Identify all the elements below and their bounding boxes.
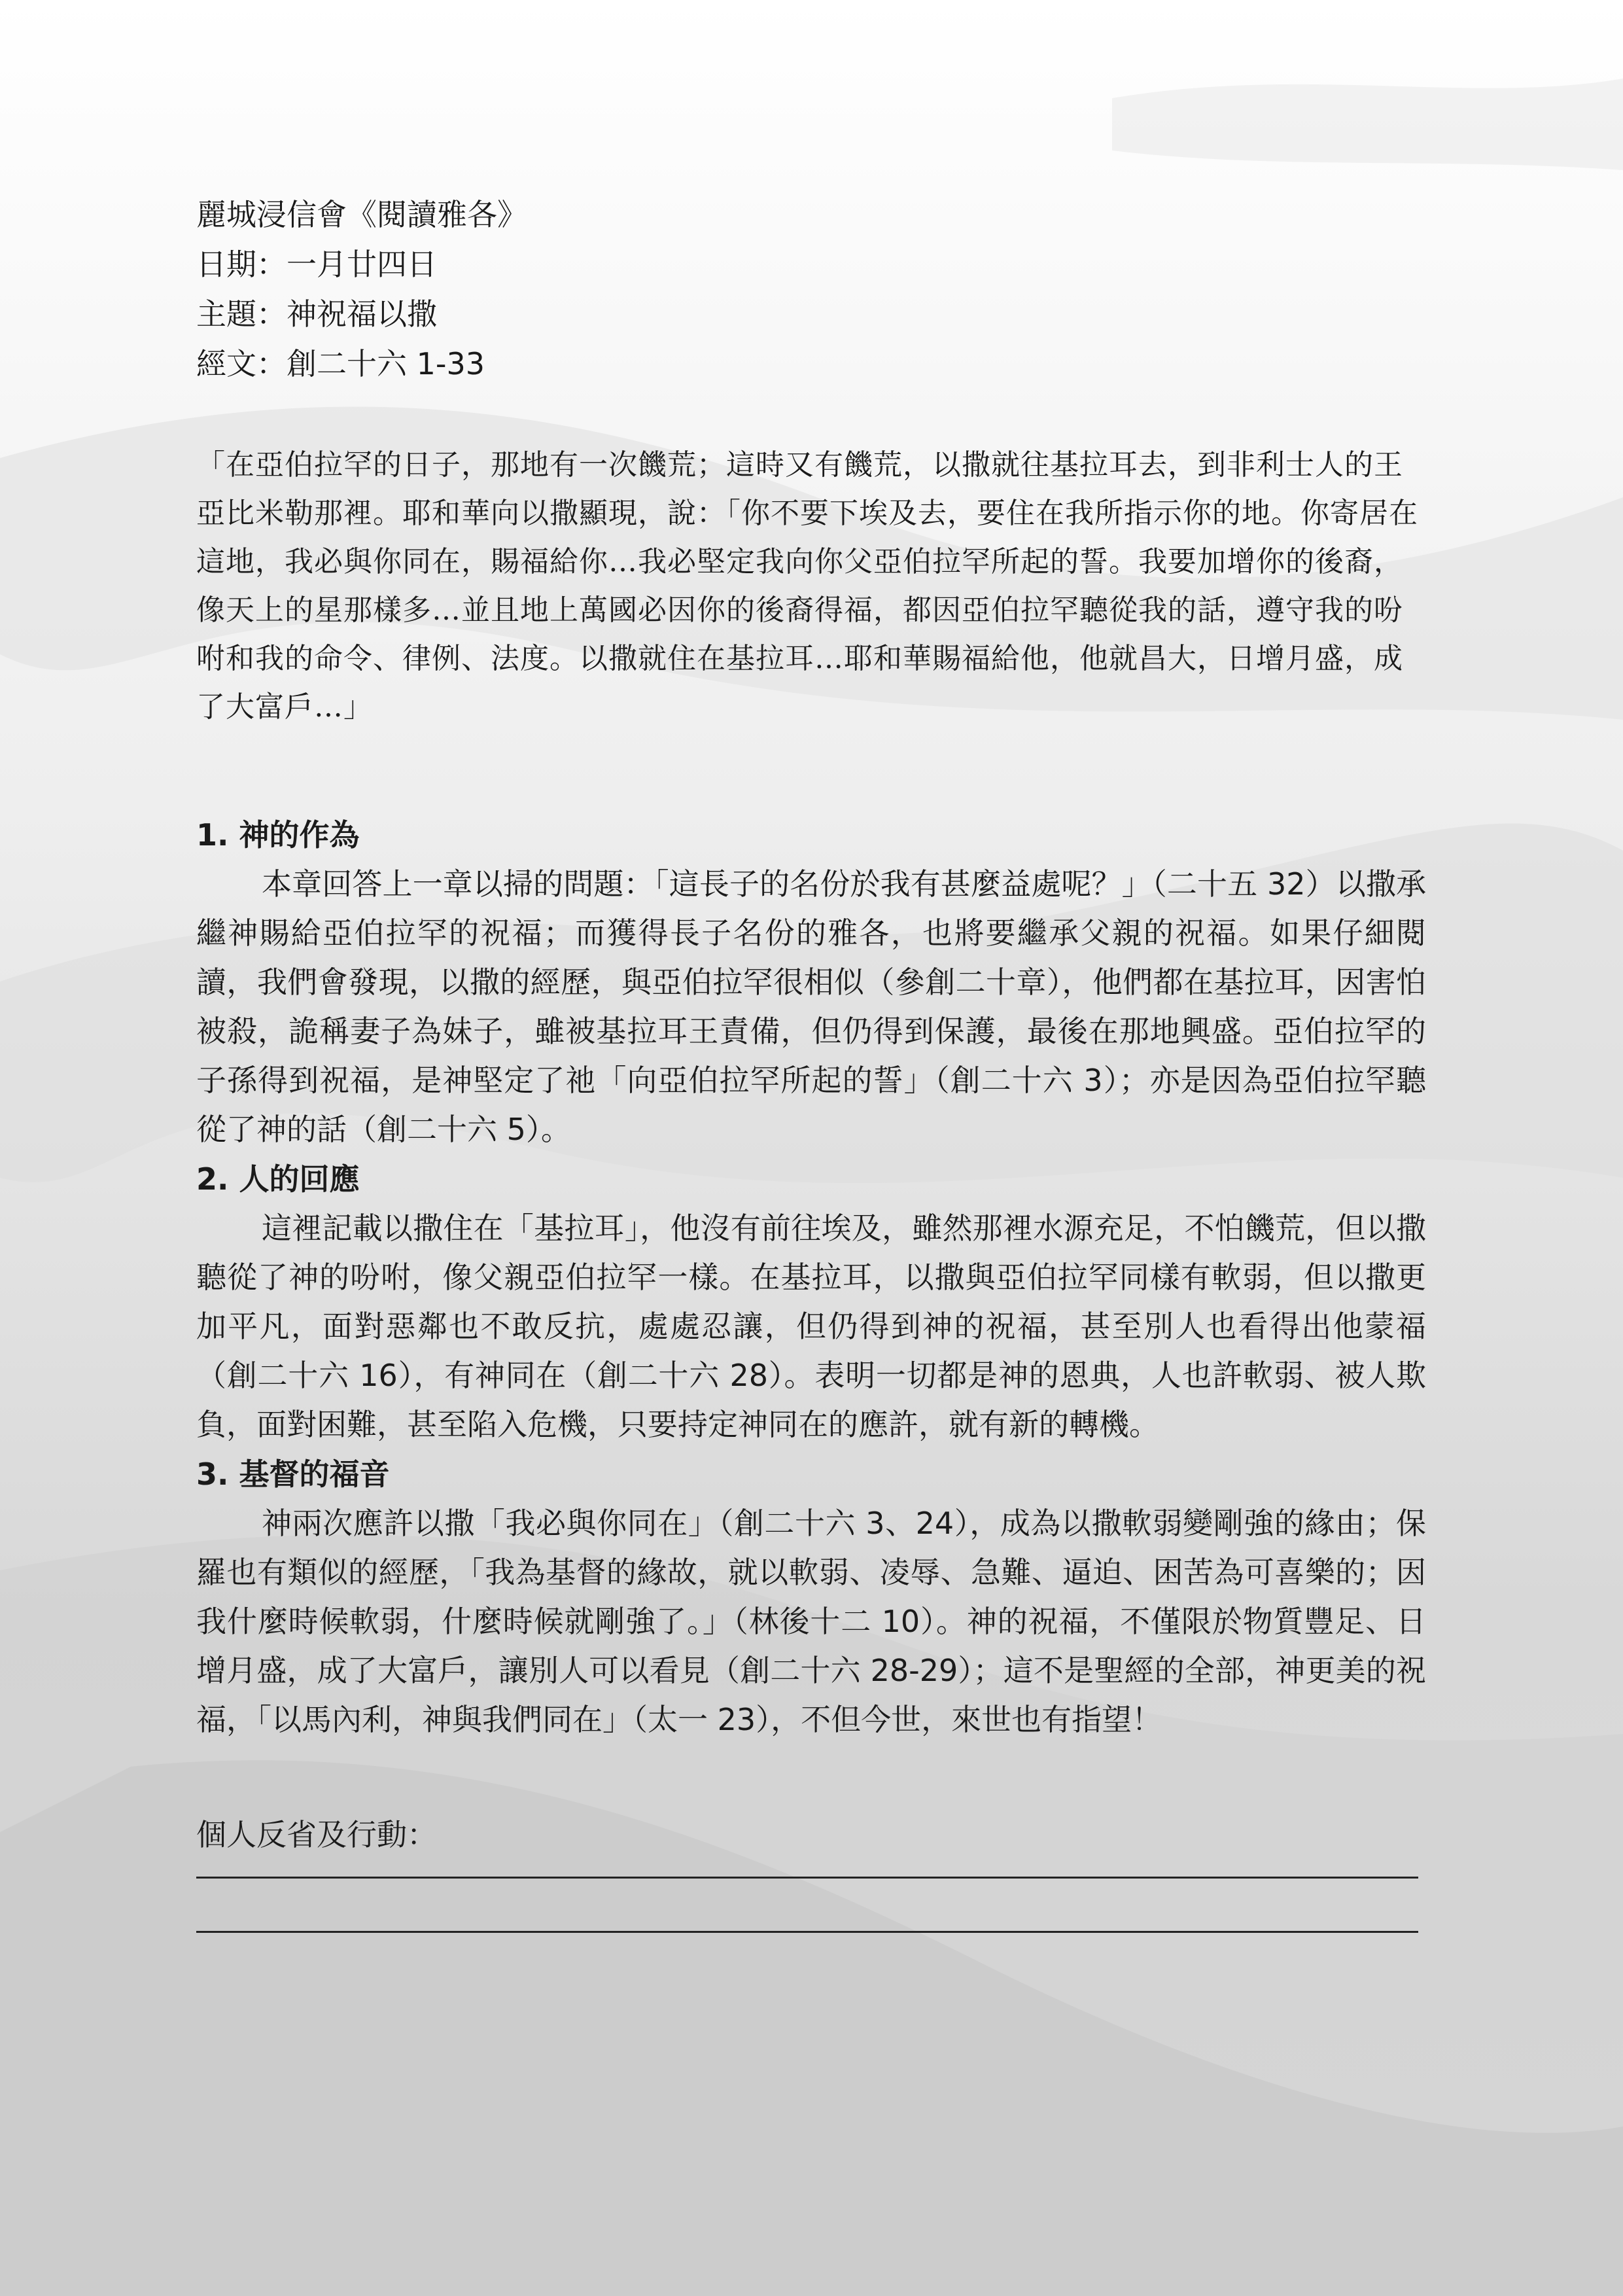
reflection-answer-line[interactable] [196,1877,1418,1879]
section-human-response [196,1154,1426,1449]
inline-quote: 「我為基督的緣故，就以軟弱、凌辱、急難、逼迫、困苦為可喜樂的；因我什麼時候軟弱，什麼時候就剛強了。」 [196,1555,1427,1639]
scripture-quote: 「在亞伯拉罕的日子，那地有一次饑荒；這時又有饑荒，以撒就往基拉耳去，到非利士人的王亞比米勒那裡。耶和華向以撒顯現，說：「你不要下埃及去，要住在我所指示你的地。你寄居在這地，我必與你同在，賜福給你…我必堅定我向你父亞伯拉罕所起的誓。我要加增你的後裔，像天上的星那樣多…並且地上萬國必因你的後裔得福，都因亞伯拉罕聽從我的話，遵守我的吩咐和我的命令、律例、法度。以撒就住在基拉耳…耶和華賜福給他，他就昌大，日增月盛，成了大富戶…」 [196,448,1418,724]
paragraph-text: （創二十六 3、24），成為以撒軟弱變剛強的緣由；保羅也有類似的經歷， [196,1506,1427,1590]
church-title: 麗城浸信會《閱讀雅各》 [196,197,527,232]
paragraph-text: 神兩次應許以撒 [262,1506,475,1541]
scripture-line: 經文：創二十六 1-33 [196,346,485,381]
section-gospel [196,1449,1426,1744]
section-gods-work [196,810,1426,1154]
date-line: 日期：一月廿四日 [196,247,437,282]
section-title: 2. 人的回應 [196,1161,360,1197]
reflection-label: 個人反省及行動： [196,1817,437,1852]
devotional-page [196,190,1426,1933]
paragraph-text: （二十五 32）以撒承繼神賜給亞伯拉罕的祝福；而獲得長子名份的雅各，也將要繼承父親的祝福。如果仔細閱讀，我們會發現，以撒的經歷，與亞伯拉罕很相似（參創二十章），他們都在基拉耳，因害怕被殺，詭稱妻子為妹子，雖被基拉耳王責備，但仍得到保護，最後在那地興盛。亞伯拉罕的子孫得到祝福，是神堅定了祂「向亞伯拉罕所起的誓」（創二十六 3）；亦是因為亞伯拉罕聽從了神的話（創二十六 5）。 [196,866,1427,1147]
reflection-answer-line[interactable] [196,1931,1418,1933]
paragraph-text: 本章回答上一章以掃的問題： [262,866,654,902]
section-title: 1. 神的作為 [196,817,360,853]
section-paragraph [196,1499,1426,1744]
paragraph-text: （林後十二 10）。神的祝福，不僅限於物質豐足、日增月盛，成了大富戶，讓別人可以看見（創二十六 28-29）；這不是聖經的全部，神更美的祝福，「以馬內利，神與我們同在」（太一 23），不但今世，來世也有指望！ [196,1604,1427,1737]
inline-quote: 「我必與你同在」 [474,1506,719,1541]
section-paragraph: 這裡記載以撒住在「基拉耳」，他沒有前往埃及，雖然那裡水源充足，不怕饑荒，但以撒聽從了神的吩咐，像父親亞伯拉罕一樣。在基拉耳，以撒與亞伯拉罕同樣有軟弱，但以撒更加平凡，面對惡鄰也不敢反抗，處處忍讓，但仍得到神的祝福，甚至別人也看得出他蒙福（創二十六 16），有神同在（創二十六 28）。表明一切都是神的恩典，人也許軟弱、被人欺負，面對困難，甚至陷入危機，只要持定神同在的應許，就有新的轉機。 [196,1210,1426,1442]
section-paragraph [196,860,1426,1154]
section-title: 3. 基督的福音 [196,1457,390,1492]
inline-quote: 「這長子的名份於我有甚麼益處呢？」 [654,866,1152,902]
theme-line: 主題：神祝福以撒 [196,296,437,332]
